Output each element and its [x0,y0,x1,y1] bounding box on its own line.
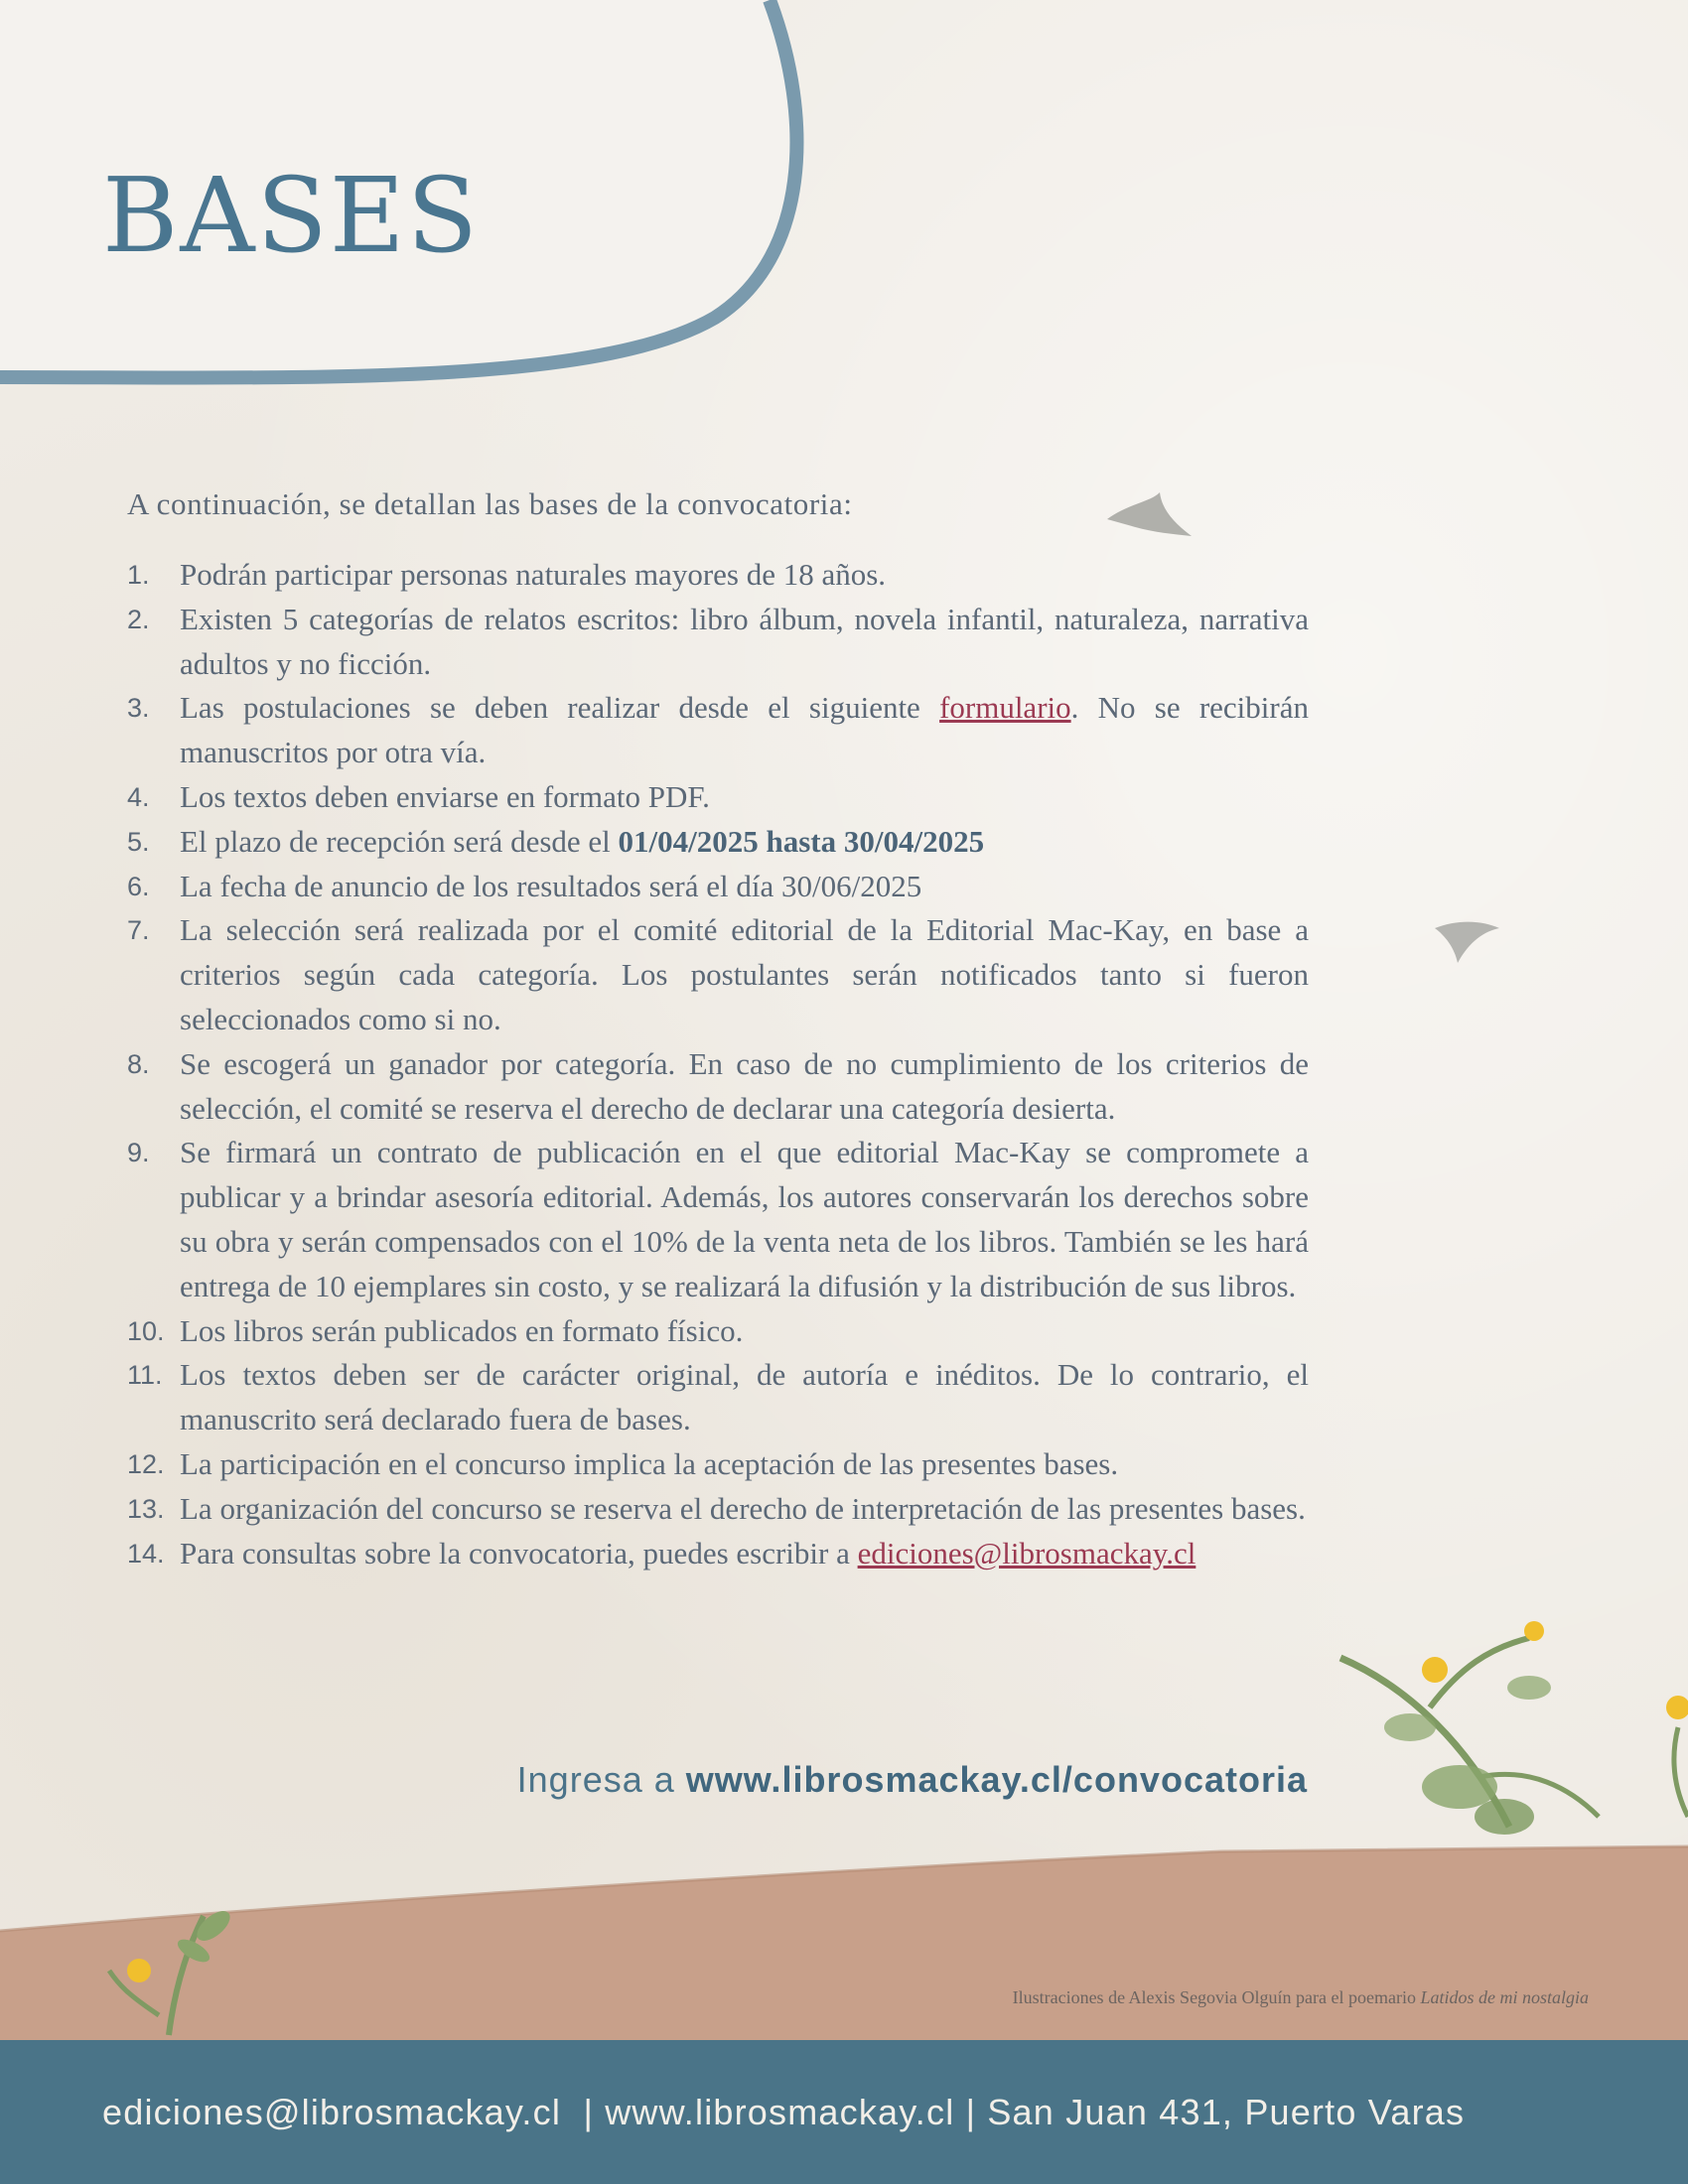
convocatoria-link[interactable]: www.librosmackay.cl/convocatoria [685,1759,1308,1800]
form-link[interactable]: formulario [939,690,1071,726]
bird-icon [1435,922,1499,963]
list-item: 6. La fecha de anuncio de los resultados será el día 30/06/2025 [127,868,922,903]
rules-list [127,553,1309,1575]
list-item: 7. La selección será realizada por el comité editorial de la Editorial Mac-Kay, en base a criterios según cada categoría. Los postulantes serán notificados tanto si fueron seleccionados como si no. [127,912,1309,1036]
list-item: 1. Podrán participar personas naturales mayores de 18 años. [127,557,887,592]
illustration-credit: Ilustraciones de Alexis Segovia Olguín para el poemario Latidos de mi nostalgia [1012,1987,1589,2007]
footer-contact: ediciones@librosmackay.cl | www.librosmackay.cl | San Juan 431, Puerto Varas [102,2092,1466,2132]
deadline-dates: 01/04/2025 hasta 30/04/2025 [618,823,985,859]
list-item: 13. La organización del concurso se reserva el derecho de interpretación de las presentes bases. [127,1490,1306,1526]
list-item: 14. Para consultas sobre la convocatoria, puedes escribir a ediciones@librosmackay.cl [127,1535,1196,1570]
list-item: 12. La participación en el concurso implica la aceptación de las presentes bases. [127,1445,1119,1481]
list-item: 9. Se firmará un contrato de publicación en el que editorial Mac-Kay se compromete a publicar y a brindar asesoría editorial. Además, los autores conservarán los derechos sobre su obra y serán compensados con el 10% de la venta neta de los libros. También se les hará entrega de 10 ejemplares sin costo, y se realizará la difusión y la distribución de sus libros. [127,1135,1309,1303]
list-item: 4. Los textos deben enviarse en formato PDF. [127,778,710,814]
page-title: BASES [102,155,480,276]
list-item: 5. El plazo de recepción será desde el 01/04/2025 hasta 30/04/2025 [127,823,985,859]
list-item: 10. Los libros serán publicados en formato físico. [127,1312,744,1348]
intro-text: A continuación, se detallan las bases de la convocatoria: [127,486,853,521]
list-item: 11. Los textos deben ser de carácter original, de autoría e inéditos. De lo contrario, el manuscrito será declarado fuera de bases. [127,1357,1309,1437]
list-item: 2. Existen 5 categorías de relatos escritos: libro álbum, novela infantil, naturaleza, narrativa adultos y no ficción. [127,601,1309,681]
email-link[interactable]: ediciones@librosmackay.cl [857,1535,1196,1570]
flower-plant-icon [1340,1621,1688,1835]
list-item: 8. Se escogerá un ganador por categoría. En caso de no cumplimiento de los criterios de selección, el comité se reserva el derecho de declarar una categoría desierta. [127,1045,1309,1126]
call-to-action: Ingresa a www.librosmackay.cl/convocatoria [516,1759,1308,1800]
list-item: 3. Las postulaciones se deben realizar desde el siguiente formulario. No se recibirán manuscritos por otra vía. [127,690,1309,770]
